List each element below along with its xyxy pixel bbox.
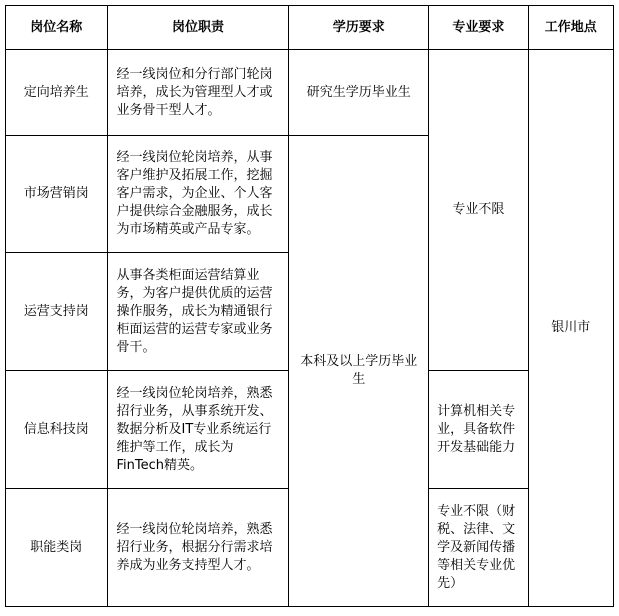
- education-requirement: 本科及以上学历毕业生: [289, 136, 429, 607]
- major-requirement: 专业不限: [429, 50, 528, 371]
- major-requirement: 计算机相关专业，具备软件开发基础能力: [429, 371, 528, 489]
- position-name: 职能类岗: [6, 489, 108, 607]
- header-major: 专业要求: [429, 6, 528, 50]
- work-location: 银川市: [528, 50, 613, 607]
- position-name: 定向培养生: [6, 50, 108, 136]
- position-name: 市场营销岗: [6, 136, 108, 253]
- header-position-name: 岗位名称: [6, 6, 108, 50]
- header-row: [6, 6, 614, 50]
- position-name: 运营支持岗: [6, 253, 108, 371]
- education-requirement: 研究生学历毕业生: [289, 50, 429, 136]
- job-table: [5, 5, 614, 607]
- position-duty: 从事各类柜面运营结算业务，为客户提供优质的运营操作服务，成长为精通银行柜面运营的运营专家或业务骨干。: [107, 253, 289, 371]
- major-requirement: 专业不限（财税、法律、文学及新闻传播等相关专业优先）: [429, 489, 528, 607]
- position-duty: 经一线岗位和分行部门轮岗培养，成长为管理型人才或业务骨干型人才。: [107, 50, 289, 136]
- header-location: 工作地点: [528, 6, 613, 50]
- position-duty: 经一线岗位轮岗培养，从事客户维护及拓展工作，挖掘客户需求，为企业、个人客户提供综合金融服务，成长为市场精英或产品专家。: [107, 136, 289, 253]
- header-education: 学历要求: [289, 6, 429, 50]
- position-duty: 经一线岗位轮岗培养，熟悉招行业务，根据分行需求培养成为业务支持型人才。: [107, 489, 289, 607]
- table-row: [6, 50, 614, 136]
- header-position-duty: 岗位职责: [107, 6, 289, 50]
- position-duty: 经一线岗位轮岗培养，熟悉招行业务，从事系统开发、数据分析及IT专业系统运行维护等工作，成长为FinTech精英。: [107, 371, 289, 489]
- position-name: 信息科技岗: [6, 371, 108, 489]
